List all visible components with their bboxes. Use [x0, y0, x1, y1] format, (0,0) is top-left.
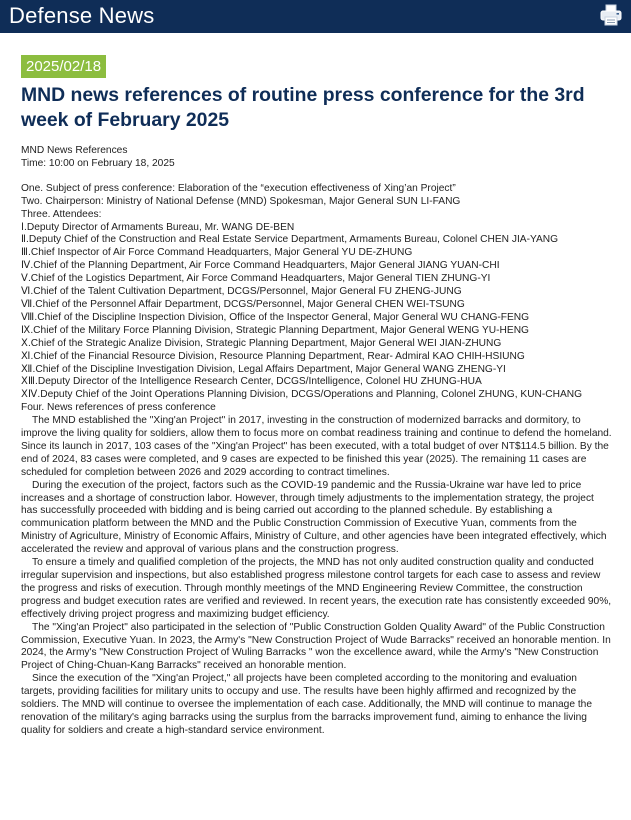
section-chairperson: Two. Chairperson: Ministry of National Defense (MND) Spokesman, Major General SUN LI-FANG [21, 195, 461, 207]
attendee-item: Ⅺ.Chief of the Financial Resource Division, Resource Planning Department, Rear- Admiral KAO CHIH-HSIUNG [21, 350, 525, 362]
site-title[interactable]: Defense News [9, 3, 155, 28]
section-subject: One. Subject of press conference: Elaboration of the “execution effectiveness of Xing’an Project” [21, 182, 456, 194]
site-header [0, 0, 631, 33]
attendee-item: Ⅴ.Chief of the Logistics Department, Air Force Command Headquarters, Major General TIEN ZHUNG-YI [21, 273, 491, 285]
attendee-item: Ⅳ.Chief of the Planning Department, Air Force Command Headquarters, Major General JIANG YUAN-CHI [21, 260, 500, 272]
paragraph: During the execution of the project, factors such as the COVID-19 pandemic and the Russia-Ukraine war have led to price increases and a shortage of construction labor. However, through timely adjustments to the implementation strategy, the project has successfully proceeded with bidding and is being carried out according to the planned schedule. By establishing a communication platform between the MND and the Public Construction Commission of Executive Yuan, comments from the Ministry of Agriculture, Ministry of Economic Affairs, Ministry of Culture, and other agencies have been integrated effectively, which accelerated the review and approval of various plans and the construction progress. [21, 479, 607, 556]
news-source: MND News References [21, 145, 128, 156]
paragraph: The "Xing'an Project" also participated in the selection of "Public Construction Golden Quality Award" of the Public Construction Commission, Executive Yuan. In 2023, the Army's "New Construction Project of Wude Barracks" received an honorable mention. In 2024, the Army's "New Construction Project of Wuling Barracks " won the excellence award, while the Army's "New Construction Project of Ching-Chuan-Kang Barracks" received an honorable mention. [21, 621, 611, 672]
section-attendees-heading: Three. Attendees: [21, 208, 102, 220]
attendee-item: Ⅱ.Deputy Chief of the Construction and Real Estate Service Department, Armaments Bureau, Colonel CHEN JIA-YANG [21, 234, 559, 246]
paragraph: Since the execution of the "Xing'an Project," all projects have been completed according to the monitoring and evaluation targets, providing facilities for military units to occupy and use. The results have been highly affirmed and recognized by the soldiers. The MND will continue to oversee the implementation of each case. Additionally, the MND will continue to manage the renovation of the military's aging barracks using the surplus from the barracks improvement fund, aiming to enhance the living quality for soldiers and create a high-standard service environment. [21, 673, 592, 736]
paragraph: The MND established the "Xing'an Project" in 2017, investing in the construction of modernized barracks and dormitory, to improve the living quality for soldiers, allow them to focus more on combat readiness training and continue to defend the homeland. Since its launch in 2017, 103 cases of the "Xing'an Project" has been executed, with a total budget of over NT$114.5 billion. By the end of 2024, 83 cases were completed, and 9 cases are expected to be finished this year (2025). The remaining 11 cases are scheduled for completion between 2026 and 2029 according to contract timelines. [21, 415, 612, 478]
printer-icon [600, 4, 622, 26]
attendee-item: Ⅶ.Chief of the Personnel Affair Department, DCGS/Personnel, Major General CHEN WEI-TSUNG [21, 298, 465, 310]
attendee-item: Ⅻ.Chief of the Discipline Investigation Division, Legal Affairs Department, Major General WANG ZHENG-YI [21, 363, 506, 375]
paragraph: To ensure a timely and qualified completion of the projects, the MND has not only audited construction quality and conducted irregular supervision and inspections, but also established progress milestone control targets for each case to assess and review the progress and risks of execution. Through monthly meetings of the MND Engineering Review Committee, the construction progress and budget execution rates are verified and reviewed. In recent years, the execution rate has consistently exceeded 90%, effectively driving project progress and maximizing budget efficiency. [21, 557, 612, 620]
attendee-item: Ⅲ.Chief Inspector of Air Force Command Headquarters, Major General YU DE-ZHUNG [21, 247, 413, 259]
article-body [21, 145, 613, 738]
section-news-references-heading: Four. News references of press conference [21, 402, 216, 414]
attendee-item: ⅩⅣ.Deputy Chief of the Joint Operations Planning Division, DCGS/Operations and Planning, Colonel ZHUNG, KUN-CHANG [21, 389, 583, 401]
article-title: MND news references of routine press conference for the 3rd week of February 2025 [21, 84, 585, 131]
attendee-item: Ⅵ.Chief of the Talent Cultivation Department, DCGS/Personnel, Major General FU ZHENG-JUNG [21, 286, 462, 298]
date-badge: 2025/02/18 [21, 55, 106, 78]
press-time: Time: 10:00 on February 18, 2025 [21, 157, 175, 169]
attendee-item: Ⅸ.Chief of the Military Force Planning Division, Strategic Planning Department, Major General WENG YU-HENG [21, 324, 529, 336]
print-button[interactable] [600, 4, 622, 26]
attendee-item: Ⅰ.Deputy Director of Armaments Bureau, Mr. WANG DE-BEN [21, 221, 295, 233]
attendee-item: Ⅷ.Chief of the Discipline Inspection Division, Office of the Inspector General, Major General WU CHANG-FENG [21, 311, 530, 323]
attendee-item: ⅩⅢ.Deputy Director of the Intelligence Research Center, DCGS/Intelligence, Colonel HU ZHUNG-HUA [21, 376, 482, 388]
attendee-item: Ⅹ.Chief of the Strategic Analize Division, Strategic Planning Department, Major General WEI JIAN-ZHUNG [21, 337, 502, 349]
